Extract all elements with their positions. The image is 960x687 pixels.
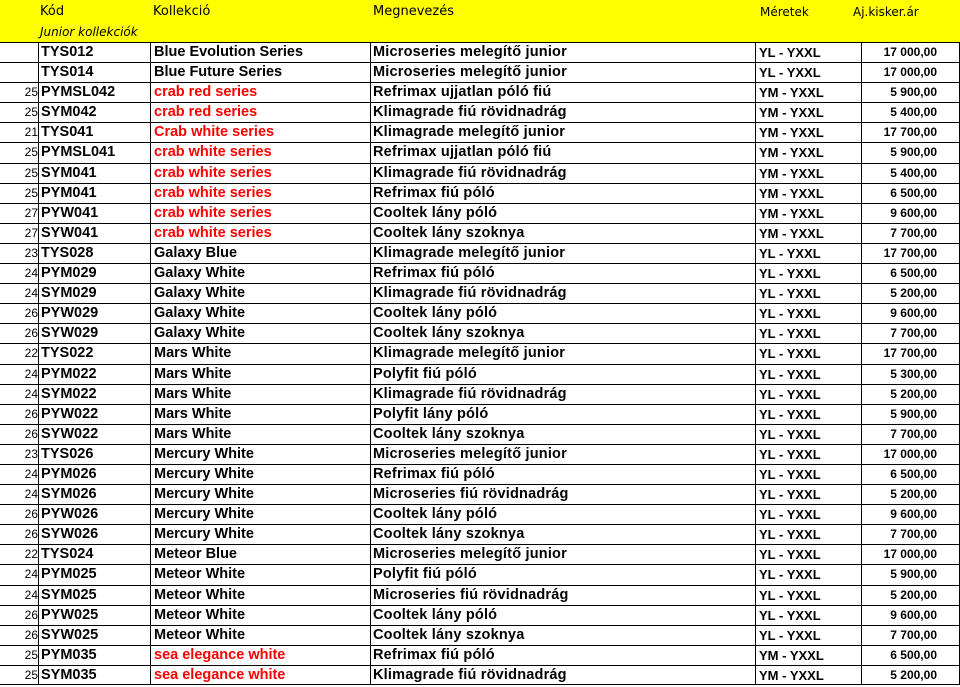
size-range: YL - YXXL [755, 304, 861, 323]
product-name: Cooltek lány szoknya [370, 224, 755, 243]
product-code: SYM035 [38, 666, 150, 684]
collection-name: Galaxy White [150, 264, 370, 283]
table-row[interactable] [0, 203, 960, 223]
row-number: 25 [24, 145, 38, 160]
size-range: YL - YXXL [755, 365, 861, 384]
row-number: 24 [24, 266, 38, 281]
row-number: 24 [24, 386, 38, 401]
header-meretek[interactable]: Méretek [760, 5, 809, 19]
collection-name: Galaxy White [150, 304, 370, 323]
product-name: Cooltek lány szoknya [370, 425, 755, 444]
retail-price: 7 700,00 [861, 425, 960, 444]
product-code: SYM022 [38, 385, 150, 404]
size-range: YM - YXXL [755, 184, 861, 203]
header-kod[interactable]: Kód [40, 4, 65, 19]
size-range: YL - YXXL [755, 244, 861, 263]
size-range: YL - YXXL [755, 465, 861, 484]
size-range: YL - YXXL [755, 545, 861, 564]
retail-price: 5 200,00 [861, 586, 960, 605]
product-name: Klimagrade fiú rövidnadrág [370, 103, 755, 122]
size-range: YL - YXXL [755, 43, 861, 62]
retail-price: 17 700,00 [861, 244, 960, 263]
collection-name: Blue Future Series [150, 63, 370, 82]
product-name: Cooltek lány póló [370, 204, 755, 223]
row-number [17, 63, 38, 82]
product-name: Polyfit fiú póló [370, 365, 755, 384]
retail-price: 5 400,00 [861, 164, 960, 183]
row-number: 27 [24, 225, 38, 240]
size-range: YL - YXXL [755, 63, 861, 82]
size-range: YM - YXXL [755, 143, 861, 162]
table-row[interactable] [0, 444, 960, 464]
size-range: YL - YXXL [755, 445, 861, 464]
product-code: PYM035 [38, 646, 150, 665]
retail-price: 5 200,00 [861, 385, 960, 404]
size-range: YM - YXXL [755, 204, 861, 223]
product-name: Refrimax fiú póló [370, 264, 755, 283]
table-row[interactable] [0, 243, 960, 263]
retail-price: 17 700,00 [861, 123, 960, 142]
table-row[interactable] [0, 263, 960, 283]
table-row[interactable] [0, 464, 960, 484]
product-code: PYW025 [38, 606, 150, 625]
product-name: Microseries fiú rövidnadrág [370, 586, 755, 605]
product-code: PYW022 [38, 405, 150, 424]
retail-price: 9 600,00 [861, 204, 960, 223]
size-range: YL - YXXL [755, 324, 861, 343]
retail-price: 6 500,00 [861, 264, 960, 283]
retail-price: 6 500,00 [861, 465, 960, 484]
collection-name: Mercury White [150, 485, 370, 504]
retail-price: 5 900,00 [861, 143, 960, 162]
product-code: SYW029 [38, 324, 150, 343]
row-number: 24 [24, 286, 38, 301]
product-code: PYW029 [38, 304, 150, 323]
table-row[interactable] [0, 384, 960, 404]
product-name: Refrimax fiú póló [370, 646, 755, 665]
size-range: YM - YXXL [755, 224, 861, 243]
collection-name: Meteor Blue [150, 545, 370, 564]
collection-name: Galaxy Blue [150, 244, 370, 263]
retail-price: 5 400,00 [861, 103, 960, 122]
product-name: Klimagrade melegítő junior [370, 244, 755, 263]
header-ar[interactable]: Aj.kisker.ár [853, 5, 919, 19]
product-name: Cooltek lány szoknya [370, 626, 755, 645]
row-number: 25 [24, 185, 38, 200]
retail-price: 17 700,00 [861, 344, 960, 363]
subtitle-text: Junior kollekciók [40, 25, 138, 39]
product-code: SYW022 [38, 425, 150, 444]
collection-name: Meteor White [150, 626, 370, 645]
header-megnevezes[interactable]: Megnevezés [373, 4, 454, 19]
table-row[interactable] [0, 404, 960, 424]
retail-price: 7 700,00 [861, 626, 960, 645]
row-number: 23 [24, 446, 38, 461]
product-name: Polyfit lány póló [370, 405, 755, 424]
table-row[interactable] [0, 42, 960, 62]
table-row[interactable] [0, 303, 960, 323]
product-code: SYM029 [38, 284, 150, 303]
size-range: YL - YXXL [755, 626, 861, 645]
product-name: Microseries melegítő junior [370, 43, 755, 62]
product-name: Klimagrade fiú rövidnadrág [370, 385, 755, 404]
collection-name: crab white series [150, 224, 370, 243]
table-row[interactable] [0, 665, 960, 685]
row-number: 23 [24, 245, 38, 260]
retail-price: 5 200,00 [861, 666, 960, 684]
product-name: Microseries fiú rövidnadrág [370, 485, 755, 504]
product-name: Cooltek lány szoknya [370, 324, 755, 343]
retail-price: 7 700,00 [861, 324, 960, 343]
retail-price: 5 200,00 [861, 485, 960, 504]
row-number: 22 [24, 547, 38, 562]
product-name: Microseries melegítő junior [370, 545, 755, 564]
size-range: YL - YXXL [755, 586, 861, 605]
table-row[interactable] [0, 364, 960, 384]
size-range: YL - YXXL [755, 385, 861, 404]
product-code: TYS041 [38, 123, 150, 142]
table-row[interactable] [0, 62, 960, 82]
collection-name: crab white series [150, 164, 370, 183]
row-number: 24 [24, 567, 38, 582]
product-code: SYM041 [38, 164, 150, 183]
retail-price: 9 600,00 [861, 304, 960, 323]
retail-price: 17 000,00 [861, 445, 960, 464]
product-name: Refrimax ujjatlan póló fiú [370, 83, 755, 102]
product-code: TYS024 [38, 545, 150, 564]
row-number: 22 [24, 346, 38, 361]
size-range: YM - YXXL [755, 164, 861, 183]
retail-price: 9 600,00 [861, 606, 960, 625]
table-row[interactable] [0, 544, 960, 564]
product-name: Cooltek lány póló [370, 304, 755, 323]
row-number: 25 [24, 165, 38, 180]
row-number: 26 [24, 607, 38, 622]
row-number: 25 [24, 105, 38, 120]
table-row[interactable] [0, 585, 960, 605]
size-range: YL - YXXL [755, 284, 861, 303]
table-row[interactable] [0, 424, 960, 444]
retail-price: 5 200,00 [861, 284, 960, 303]
row-number: 24 [24, 487, 38, 502]
product-code: PYW026 [38, 505, 150, 524]
collection-name: sea elegance white [150, 646, 370, 665]
collection-name: Mercury White [150, 505, 370, 524]
product-code: TYS014 [38, 63, 150, 82]
collection-name: Crab white series [150, 123, 370, 142]
size-range: YL - YXXL [755, 606, 861, 625]
product-table [0, 42, 960, 685]
row-number: 26 [24, 527, 38, 542]
collection-name: Mars White [150, 385, 370, 404]
product-code: SYM042 [38, 103, 150, 122]
table-row[interactable] [0, 82, 960, 102]
collection-name: Meteor White [150, 606, 370, 625]
table-header [0, 0, 960, 23]
table-row[interactable] [0, 343, 960, 363]
row-number: 26 [24, 406, 38, 421]
product-name: Klimagrade melegítő junior [370, 123, 755, 142]
collection-name: Mercury White [150, 465, 370, 484]
product-code: PYM029 [38, 264, 150, 283]
product-name: Refrimax fiú póló [370, 184, 755, 203]
collection-name: Meteor White [150, 565, 370, 584]
collection-name: Mars White [150, 405, 370, 424]
collection-name: Meteor White [150, 586, 370, 605]
size-range: YM - YXXL [755, 103, 861, 122]
table-row[interactable] [0, 645, 960, 665]
product-code: PYM026 [38, 465, 150, 484]
size-range: YL - YXXL [755, 405, 861, 424]
product-name: Refrimax ujjatlan póló fiú [370, 143, 755, 162]
product-code: TYS022 [38, 344, 150, 363]
row-number: 25 [24, 667, 38, 682]
product-code: TYS012 [38, 43, 150, 62]
retail-price: 6 500,00 [861, 184, 960, 203]
size-range: YM - YXXL [755, 666, 861, 684]
retail-price: 5 900,00 [861, 405, 960, 424]
collection-name: Mars White [150, 425, 370, 444]
product-name: Cooltek lány szoknya [370, 525, 755, 544]
size-range: YM - YXXL [755, 83, 861, 102]
collection-name: Mercury White [150, 445, 370, 464]
product-code: PYMSL041 [38, 143, 150, 162]
row-number: 26 [24, 326, 38, 341]
table-row[interactable] [0, 484, 960, 504]
retail-price: 9 600,00 [861, 505, 960, 524]
size-range: YL - YXXL [755, 485, 861, 504]
collection-name: Blue Evolution Series [150, 43, 370, 62]
product-name: Klimagrade fiú rövidnadrág [370, 666, 755, 684]
retail-price: 17 000,00 [861, 43, 960, 62]
header-kollekcio[interactable]: Kollekció [153, 4, 211, 19]
product-code: PYM025 [38, 565, 150, 584]
table-row[interactable] [0, 625, 960, 645]
product-code: SYW041 [38, 224, 150, 243]
size-range: YL - YXXL [755, 505, 861, 524]
collection-name: Galaxy White [150, 324, 370, 343]
row-number: 26 [24, 507, 38, 522]
product-name: Klimagrade fiú rövidnadrág [370, 284, 755, 303]
product-code: SYM026 [38, 485, 150, 504]
collection-name: Mercury White [150, 525, 370, 544]
size-range: YL - YXXL [755, 565, 861, 584]
row-number: 26 [24, 627, 38, 642]
product-name: Microseries melegítő junior [370, 63, 755, 82]
collection-name: Galaxy White [150, 284, 370, 303]
size-range: YM - YXXL [755, 123, 861, 142]
collection-name: Mars White [150, 365, 370, 384]
product-code: SYW026 [38, 525, 150, 544]
product-name: Cooltek lány póló [370, 505, 755, 524]
product-name: Refrimax fiú póló [370, 465, 755, 484]
table-row[interactable] [0, 323, 960, 343]
table-row[interactable] [0, 122, 960, 142]
row-number: 24 [24, 366, 38, 381]
collection-name: crab white series [150, 143, 370, 162]
row-number: 25 [24, 85, 38, 100]
size-range: YM - YXXL [755, 646, 861, 665]
product-name: Klimagrade fiú rövidnadrág [370, 164, 755, 183]
table-row[interactable] [0, 163, 960, 183]
collection-name: Mars White [150, 344, 370, 363]
row-number: 21 [24, 125, 38, 140]
row-number: 24 [24, 587, 38, 602]
size-range: YL - YXXL [755, 425, 861, 444]
size-range: YL - YXXL [755, 344, 861, 363]
retail-price: 7 700,00 [861, 525, 960, 544]
collection-name: crab white series [150, 184, 370, 203]
retail-price: 17 000,00 [861, 63, 960, 82]
table-row[interactable] [0, 142, 960, 162]
product-code: PYM022 [38, 365, 150, 384]
product-name: Microseries melegítő junior [370, 445, 755, 464]
product-code: PYM041 [38, 184, 150, 203]
product-name: Cooltek lány póló [370, 606, 755, 625]
product-code: PYW041 [38, 204, 150, 223]
product-code: TYS028 [38, 244, 150, 263]
retail-price: 5 900,00 [861, 83, 960, 102]
row-number: 26 [24, 426, 38, 441]
retail-price: 6 500,00 [861, 646, 960, 665]
table-row[interactable] [0, 524, 960, 544]
section-subtitle [0, 23, 960, 42]
collection-name: sea elegance white [150, 666, 370, 684]
retail-price: 17 000,00 [861, 545, 960, 564]
row-number: 27 [24, 205, 38, 220]
row-number: 25 [24, 647, 38, 662]
table-row[interactable] [0, 183, 960, 203]
table-row[interactable] [0, 102, 960, 122]
product-name: Klimagrade melegítő junior [370, 344, 755, 363]
table-row[interactable] [0, 504, 960, 524]
size-range: YL - YXXL [755, 264, 861, 283]
row-number: 24 [24, 466, 38, 481]
product-code: TYS026 [38, 445, 150, 464]
product-name: Polyfit fiú póló [370, 565, 755, 584]
collection-name: crab red series [150, 83, 370, 102]
collection-name: crab white series [150, 204, 370, 223]
collection-name: crab red series [150, 103, 370, 122]
retail-price: 5 300,00 [861, 365, 960, 384]
size-range: YL - YXXL [755, 525, 861, 544]
product-code: SYM025 [38, 586, 150, 605]
table-row[interactable] [0, 283, 960, 303]
row-number: 26 [24, 306, 38, 321]
retail-price: 7 700,00 [861, 224, 960, 243]
row-number [17, 43, 38, 62]
table-row[interactable] [0, 605, 960, 625]
table-row[interactable] [0, 564, 960, 584]
table-row[interactable] [0, 223, 960, 243]
product-code: PYMSL042 [38, 83, 150, 102]
retail-price: 5 900,00 [861, 565, 960, 584]
product-code: SYW025 [38, 626, 150, 645]
